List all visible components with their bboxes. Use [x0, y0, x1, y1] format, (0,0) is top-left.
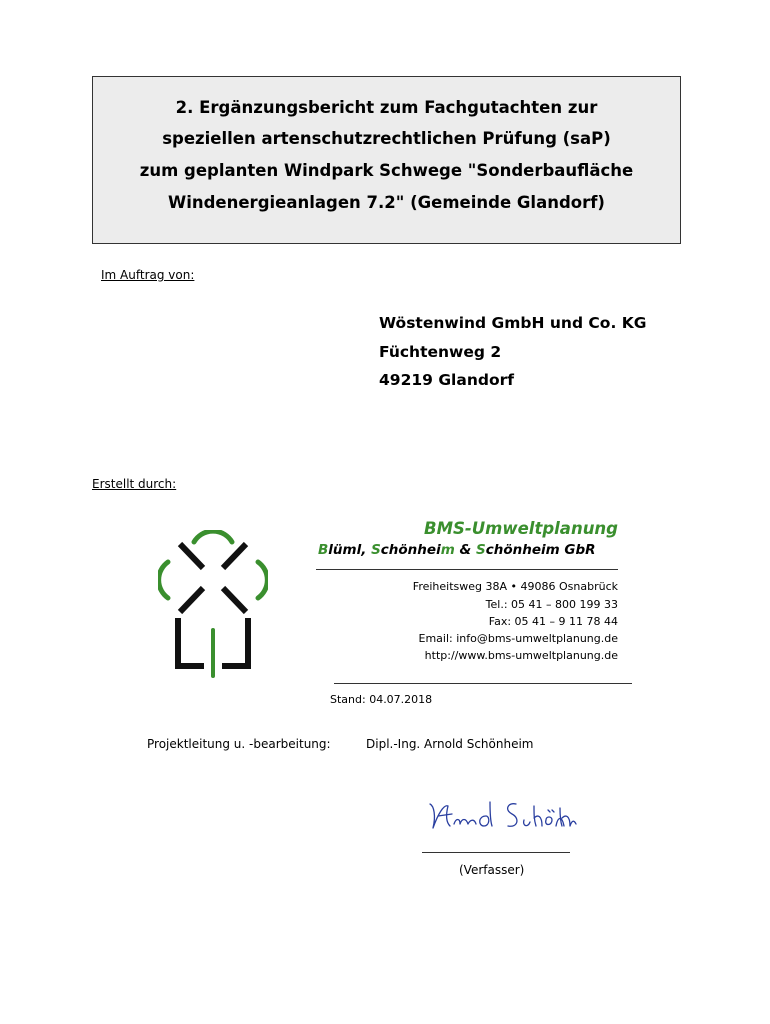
- logo-x-bottom-right: [223, 588, 246, 612]
- client-label: Im Auftrag von:: [101, 268, 195, 282]
- signature-caption: (Verfasser): [459, 863, 525, 877]
- title-line-1: 2. Ergänzungsbericht zum Fachgutachten zur: [175, 98, 598, 117]
- stand-date: Stand: 04.07.2018: [330, 693, 433, 706]
- partner-name-schonhei: chönhei: [380, 542, 441, 558]
- client-street: Füchtenweg 2: [379, 343, 502, 361]
- logo-leaf-top: [194, 531, 232, 542]
- partner-name-rest: chönheim GbR: [485, 542, 596, 558]
- logo-x-bottom-left: [180, 588, 203, 612]
- stand-divider: [334, 683, 632, 684]
- client-name: Wöstenwind GmbH und Co. KG: [379, 314, 647, 332]
- firm-address: Freiheitsweg 38A • 49086 Osnabrück: [412, 580, 618, 593]
- logo-leaf-right: [258, 562, 267, 598]
- signature-icon: [424, 796, 579, 838]
- author-label: Erstellt durch:: [92, 477, 177, 491]
- client-city: 49219 Glandorf: [379, 371, 514, 389]
- firm-email: Email: info@bms-umweltplanung.de: [418, 632, 618, 645]
- firm-divider: [316, 569, 618, 570]
- logo-x-top-left: [180, 544, 203, 568]
- firm-fax: Fax: 05 41 – 9 11 78 44: [488, 615, 618, 628]
- partner-name-bluml: lüml,: [328, 542, 372, 558]
- firm-name: BMS-Umweltplanung: [424, 519, 618, 538]
- title-line-4: Windenergieanlagen 7.2" (Gemeinde Glandorf): [168, 193, 605, 212]
- title-box: [92, 76, 681, 244]
- firm-tel: Tel.: 05 41 – 800 199 33: [485, 598, 618, 611]
- partner-initial-b: B: [318, 542, 329, 558]
- project-label: Projektleitung u. -bearbeitung:: [147, 737, 331, 751]
- firm-partners: [318, 542, 596, 558]
- signature-line: [422, 852, 570, 853]
- title-line-3: zum geplanten Windpark Schwege "Sonderbaufläche: [139, 161, 634, 180]
- logo-x-top-right: [223, 544, 246, 568]
- partner-initial-s2: S: [475, 542, 486, 558]
- bms-logo-icon: [158, 530, 268, 680]
- logo-leaf-left: [159, 562, 168, 598]
- title-line-2: speziellen artenschutzrechtlichen Prüfung (saP): [162, 129, 611, 148]
- logo-frame-left: [178, 618, 204, 666]
- partner-initial-s1: S: [371, 542, 381, 558]
- logo-frame-right: [222, 618, 248, 666]
- project-value: Dipl.-Ing. Arnold Schönheim: [366, 737, 534, 751]
- firm-web: http://www.bms-umweltplanung.de: [424, 649, 618, 662]
- partner-initial-m: m: [440, 542, 455, 558]
- partner-ampersand: &: [454, 542, 476, 558]
